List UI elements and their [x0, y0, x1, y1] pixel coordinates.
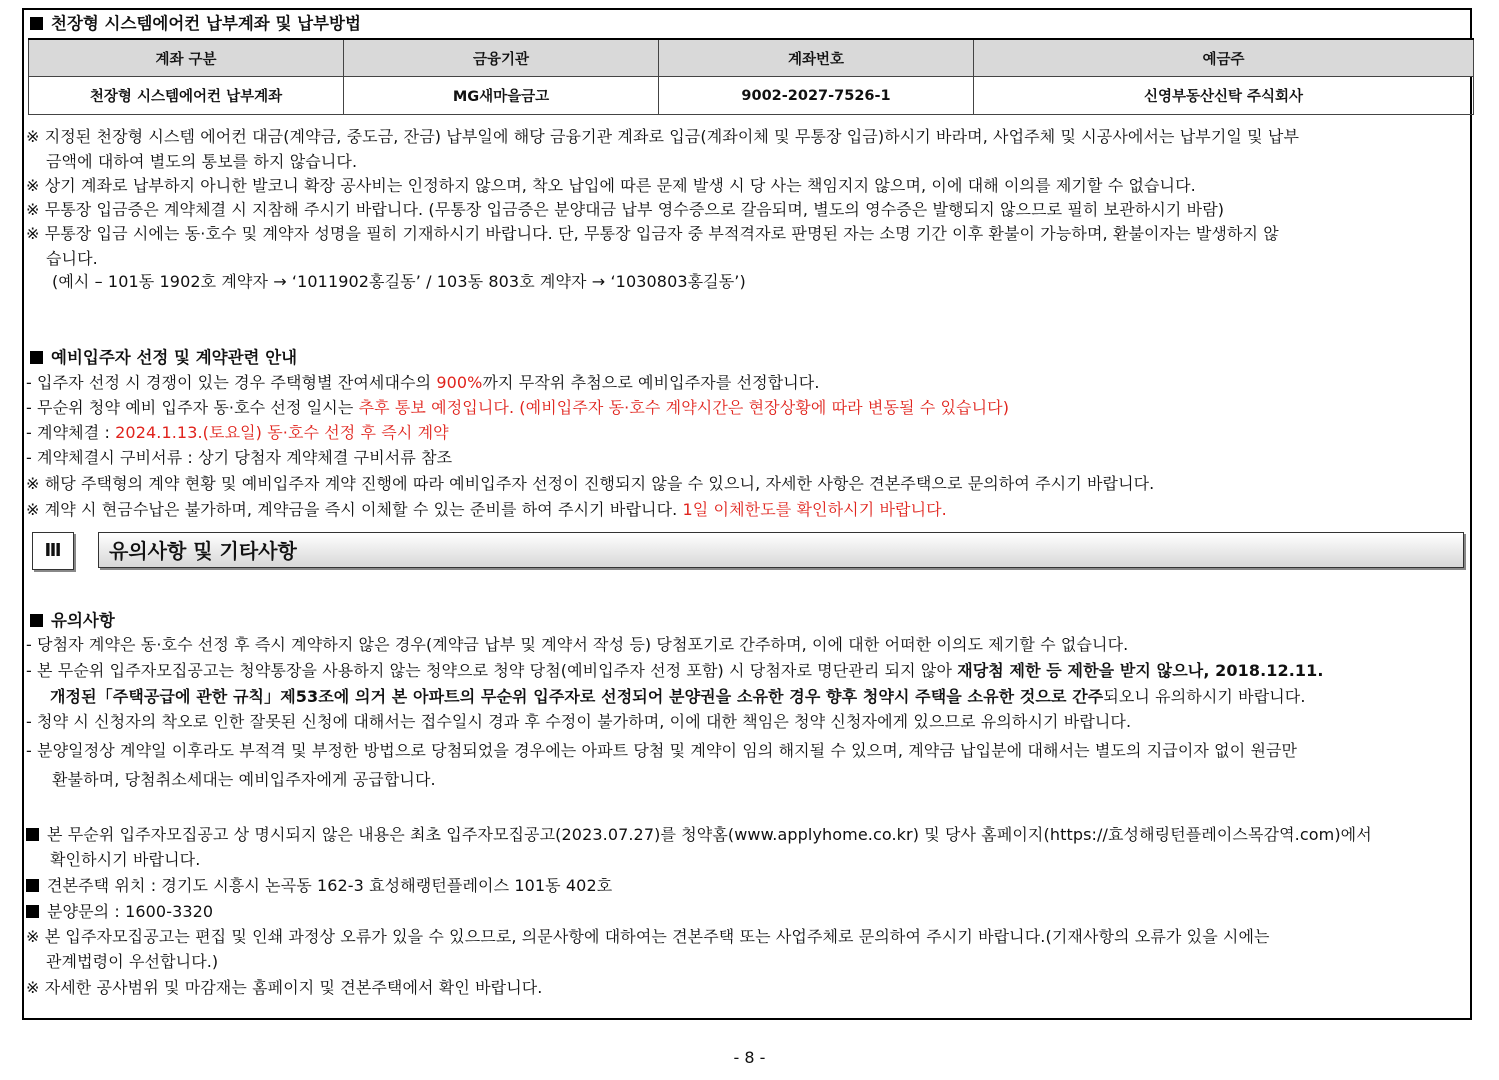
- note-line: 금액에 대하여 별도의 통보를 하지 않습니다.: [46, 152, 358, 171]
- page-number: - 8 -: [733, 1048, 766, 1067]
- notice-line-6: 환불하며, 당첨취소세대는 예비입주자에게 공급합니다.: [52, 770, 436, 789]
- text: - 입주자 선정 시 경쟁이 있는 경우 주택형별 잔여세대수의: [26, 373, 437, 392]
- highlight-text: 1일 이체한도를 확인하시기 바랍니다.: [682, 500, 947, 519]
- reserve-line-2: [26, 395, 1009, 418]
- text: 본 무순위 입주자모집공고 상 명시되지 않은 내용은 최초 입주자모집공고(2023.07.27)를 청약홈(www.applyhome.co.kr) 및 당사 홈페이지(https://효성해링턴플레이스목감역.com)에서: [47, 825, 1372, 844]
- table-cell: MG새마을금고: [344, 77, 659, 115]
- text: 되오니 유의하시기 바랍니다.: [1103, 687, 1306, 706]
- table-header: 계좌번호: [659, 39, 974, 77]
- info-line-7: ※ 자세한 공사범위 및 마감재는 홈페이지 및 견본주택에서 확인 바랍니다.: [26, 978, 543, 997]
- info-line-3: [26, 873, 612, 896]
- reserve-line-1: [26, 370, 820, 393]
- text: 분양문의 : 1600-3320: [47, 902, 214, 921]
- section-title-text: 유의사항: [51, 611, 115, 630]
- table-cell: 신영부동산신탁 주식회사: [974, 77, 1474, 115]
- document-frame: [22, 8, 1472, 1020]
- section-title-text: 천장형 시스템에어컨 납부계좌 및 납부방법: [51, 14, 361, 33]
- note-line: 습니다.: [46, 249, 98, 268]
- table-cell: 천장형 시스템에어컨 납부계좌: [29, 77, 344, 115]
- reserve-line-4: - 계약체결시 구비서류 : 상기 당첨자 계약체결 구비서류 참조: [26, 448, 453, 467]
- note-line: ※ 상기 계좌로 납부하지 아니한 발코니 확장 공사비는 인정하지 않으며, 착오 납입에 따른 문제 발생 시 당 사는 책임지지 않으며, 이에 대해 이의를 제기할 수 없습니다.: [26, 176, 1196, 195]
- section-number-box: Ⅲ: [32, 532, 74, 570]
- table-cell: 9002-2027-7526-1: [659, 77, 974, 115]
- reserve-line-5: ※ 해당 주택형의 계약 현황 및 예비입주자 계약 진행에 따라 예비입주자 선정이 진행되지 않을 수 있으니, 자세한 사항은 견본주택으로 문의하여 주시기 바랍니다.: [26, 474, 1155, 493]
- text: - 계약체결 :: [26, 423, 116, 442]
- note-line: ※ 무통장 입금증은 계약체결 시 지참해 주시기 바랍니다. (무통장 입금증은 분양대금 납부 영수증으로 갈음되며, 별도의 영수증은 발행되지 않으므로 필히 보관하시기 바람): [26, 200, 1225, 219]
- bold-text: 재당첨 제한 등 제한을 받지 않으나, 2018.12.11.: [957, 661, 1324, 680]
- info-line-4: [26, 899, 213, 922]
- highlight-text: 2024.1.13.(토요일) 동·호수 선정 후 즉시 계약: [115, 423, 449, 442]
- reserve-line-3: [26, 420, 449, 443]
- text: - 무순위 청약 예비 입주자 동·호수 선정 일시는: [26, 398, 359, 417]
- info-line-1: [26, 822, 1372, 845]
- example-line: (예시 – 101동 1902호 계약자 → ‘1011902홍길동’ / 103동 803호 계약자 → ‘1030803홍길동’): [52, 272, 746, 291]
- square-bullet-icon: [26, 879, 39, 892]
- notice-line-5: - 분양일정상 계약일 이후라도 부적격 및 부정한 방법으로 당첨되었을 경우에는 아파트 당첨 및 계약이 임의 해지될 수 있으며, 계약금 납입분에 대해서는 별도의 지급이자 없이 원금만: [26, 741, 1298, 760]
- square-bullet-icon: [30, 17, 43, 30]
- section-title-text: 예비입주자 선정 및 계약관련 안내: [51, 348, 298, 367]
- square-bullet-icon: [30, 351, 43, 364]
- section-title-payment-account: [30, 10, 361, 34]
- text: ※ 계약 시 현금수납은 불가하며, 계약금을 즉시 이체할 수 있는 준비를 하여 주시기 바랍니다.: [26, 500, 683, 519]
- table-row: [29, 77, 1474, 115]
- section-title-notice: [30, 607, 115, 631]
- bold-text: 개정된「주택공급에 관한 규칙」제53조에 의거 본 아파트의 무순위 입주자로 선정되어 분양권을 소유한 경우 향후 청약시 주택을 소유한 것으로 간주: [50, 687, 1104, 706]
- payment-account-table: [28, 38, 1474, 115]
- section-heading-bar: 유의사항 및 기타사항: [98, 532, 1464, 568]
- square-bullet-icon: [26, 905, 39, 918]
- table-header-row: [29, 39, 1474, 77]
- highlight-text: 추후 통보 예정입니다. (예비입주자 동·호수 계약시간은 현장상황에 따라 변동될 수 있습니다): [358, 398, 1010, 417]
- notice-line-3: [50, 684, 1306, 707]
- note-line: ※ 무통장 입금 시에는 동·호수 및 계약자 성명을 필히 기재하시기 바랍니다. 단, 무통장 입금자 중 부적격자로 판명된 자는 소명 기간 이후 환불이 가능하며, 환불이자는 발생하지 않: [26, 224, 1279, 243]
- square-bullet-icon: [26, 828, 39, 841]
- section-title-reserve: [30, 344, 297, 368]
- table-header: 예금주: [974, 39, 1474, 77]
- highlight-text: 900%: [436, 373, 483, 392]
- reserve-line-6: [26, 497, 947, 520]
- note-line: ※ 지정된 천장형 시스템 에어컨 대금(계약금, 중도금, 잔금) 납부일에 해당 금융기관 계좌로 입금(계좌이체 및 무통장 입금)하시기 바라며, 사업주체 및 시공사에서는 납부기일 및 납부: [26, 127, 1299, 146]
- square-bullet-icon: [30, 614, 43, 627]
- text: - 본 무순위 입주자모집공고는 청약통장을 사용하지 않는 청약으로 청약 당첨(예비입주자 선정 포함) 시 당첨자로 명단관리 되지 않아: [26, 661, 958, 680]
- info-line-2: 확인하시기 바랍니다.: [50, 850, 201, 869]
- text: 견본주택 위치 : 경기도 시흥시 논곡동 162-3 효성해랭턴플레이스 101동 402호: [47, 876, 613, 895]
- info-line-6: 관계법령이 우선합니다.): [46, 952, 219, 971]
- table-header: 금융기관: [344, 39, 659, 77]
- notice-line-4: - 청약 시 신청자의 착오로 인한 잘못된 신청에 대해서는 접수일시 경과 후 수정이 불가하며, 이에 대한 책임은 청약 신청자에게 있으므로 유의하시기 바랍니다.: [26, 712, 1132, 731]
- notice-line-1: - 당첨자 계약은 동·호수 선정 후 즉시 계약하지 않은 경우(계약금 납부 및 계약서 작성 등) 당첨포기로 간주하며, 이에 대한 어떠한 이의도 제기할 수 없습니다.: [26, 635, 1129, 654]
- text: 까지 무작위 추첨으로 예비입주자를 선정합니다.: [482, 373, 820, 392]
- table-header: 계좌 구분: [29, 39, 344, 77]
- info-line-5: ※ 본 입주자모집공고는 편집 및 인쇄 과정상 오류가 있을 수 있으므로, 의문사항에 대하여는 견본주택 또는 사업주체로 문의하여 주시기 바랍니다.(기재사항의 오류가 있을 시에는: [26, 927, 1270, 946]
- notice-line-2: [26, 658, 1324, 681]
